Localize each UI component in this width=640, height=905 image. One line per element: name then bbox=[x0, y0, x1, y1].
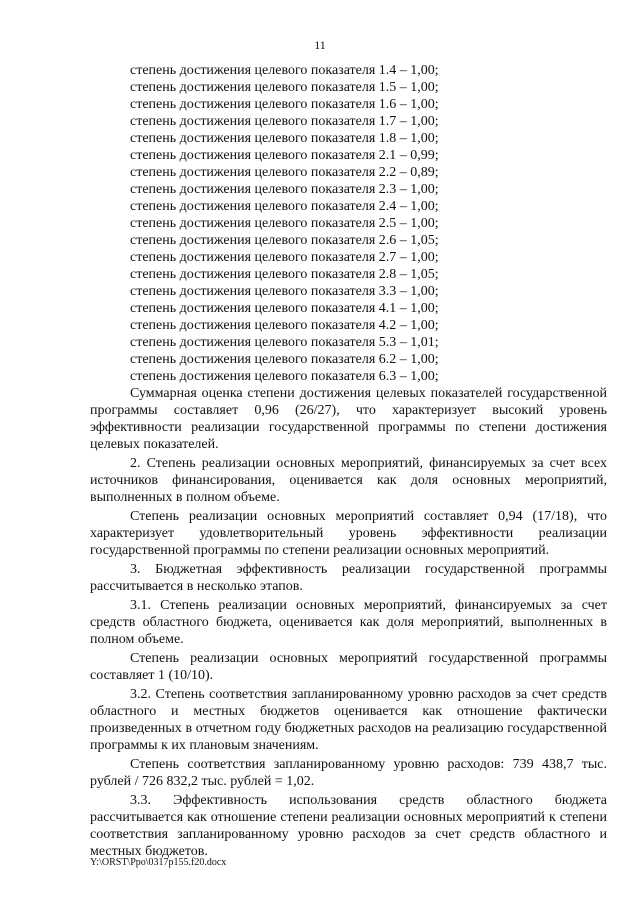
list-item: степень достижения целевого показателя 1.4 – 1,00; bbox=[130, 63, 439, 78]
footer-file-path: Y:\ORST\Ppo\0317p155.f20.docx bbox=[90, 857, 227, 868]
paragraph-section-3-2: 3.2. Степень соответствия запланированному уровню расходов за счет средств областного и местных бюджетов оценивается как отношение фактически произведенных в отчетном году бюджетных расходов на реализацию государственной программы к их плановым значениям. bbox=[90, 687, 607, 753]
list-item: степень достижения целевого показателя 2.3 – 1,00; bbox=[130, 182, 439, 197]
list-item: степень достижения целевого показателя 2.2 – 0,89; bbox=[130, 165, 439, 180]
body-text bbox=[90, 385, 607, 860]
list-item: степень достижения целевого показателя 1.5 – 1,00; bbox=[130, 80, 439, 95]
list-item: степень достижения целевого показателя 1.6 – 1,00; bbox=[130, 97, 439, 112]
paragraph-section-3-1-result: Степень реализации основных мероприятий государственной программы составляет 1 (10/10). bbox=[90, 651, 607, 683]
paragraph-section-3-3: 3.3. Эффективность использования средств областного бюджета рассчитывается как отношение степени реализации основных мероприятий к степени соответствия запланированному уровню расходов за счет средств областного и местных бюджетов. bbox=[90, 793, 607, 859]
list-item: степень достижения целевого показателя 2.7 – 1,00; bbox=[130, 250, 439, 265]
page-number: 11 bbox=[314, 38, 326, 52]
indicator-list bbox=[130, 62, 439, 385]
list-item: степень достижения целевого показателя 1.7 – 1,00; bbox=[130, 114, 439, 129]
list-item: степень достижения целевого показателя 1.8 – 1,00; bbox=[130, 131, 439, 146]
list-item: степень достижения целевого показателя 6.2 – 1,00; bbox=[130, 352, 439, 367]
paragraph-section-3-2-result: Степень соответствия запланированному уровню расходов: 739 438,7 тыс. рублей / 726 832,2 тыс. рублей = 1,02. bbox=[90, 757, 607, 789]
paragraph-section-2: 2. Степень реализации основных мероприятий, финансируемых за счет всех источников финансирования, оценивается как доля основных мероприятий, выполненных в полном объеме. bbox=[90, 456, 607, 505]
paragraph-section-3: 3. Бюджетная эффективность реализации государственной программы рассчитывается в несколько этапов. bbox=[90, 562, 607, 594]
list-item: степень достижения целевого показателя 3.3 – 1,00; bbox=[130, 284, 439, 299]
list-item: степень достижения целевого показателя 4.2 – 1,00; bbox=[130, 318, 439, 333]
list-item: степень достижения целевого показателя 2.4 – 1,00; bbox=[130, 199, 439, 214]
list-item: степень достижения целевого показателя 2.8 – 1,05; bbox=[130, 267, 439, 282]
paragraph-summary: Суммарная оценка степени достижения целевых показателей государственной программы составляет 0,96 (26/27), что характеризует высокий уровень эффективности реализации государственной программы по степени достижения целевых показателей. bbox=[90, 386, 607, 452]
list-item: степень достижения целевого показателя 2.5 – 1,00; bbox=[130, 216, 439, 231]
list-item: степень достижения целевого показателя 2.6 – 1,05; bbox=[130, 233, 439, 248]
paragraph-section-2-result: Степень реализации основных мероприятий составляет 0,94 (17/18), что характеризует удовлетворительный уровень эффективности реализации государственной программы по степени реализации основных мероприятий. bbox=[90, 509, 607, 558]
list-item: степень достижения целевого показателя 5.3 – 1,01; bbox=[130, 335, 439, 350]
paragraph-section-3-1: 3.1. Степень реализации основных мероприятий, финансируемых за счет средств областного бюджета, оценивается как доля мероприятий, выполненных в полном объеме. bbox=[90, 598, 607, 647]
list-item: степень достижения целевого показателя 6.3 – 1,00; bbox=[130, 369, 439, 384]
list-item: степень достижения целевого показателя 4.1 – 1,00; bbox=[130, 301, 439, 316]
list-item: степень достижения целевого показателя 2.1 – 0,99; bbox=[130, 148, 439, 163]
